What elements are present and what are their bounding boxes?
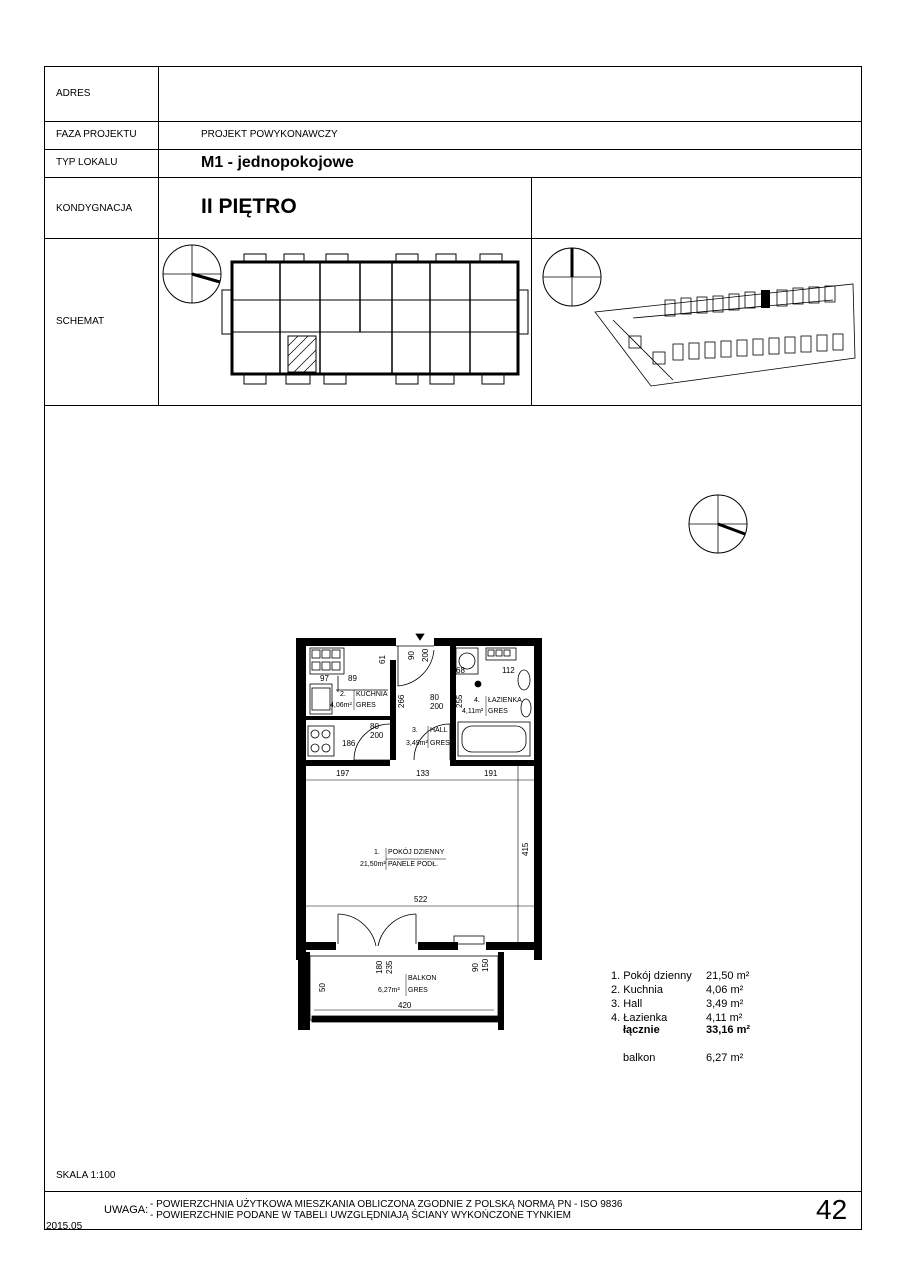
highlighted-unit [288, 336, 316, 372]
svg-text:6,27m²: 6,27m² [378, 987, 400, 994]
svg-text:ŁAZIENKA: ŁAZIENKA [488, 697, 522, 704]
dim-label: 235 [385, 960, 394, 974]
dim-label: 266 [397, 694, 406, 708]
dim-label: 68 [456, 666, 465, 675]
room-label-balkon [378, 974, 436, 996]
svg-text:1.: 1. [374, 849, 380, 856]
dim-label: 150 [481, 958, 490, 972]
address-label: ADRES [56, 88, 91, 99]
floor-label: KONDYGNACJA [56, 203, 133, 214]
dim-label: 50 [318, 983, 327, 992]
legend-item-label: 1. Pokój dzienny [611, 970, 692, 982]
svg-text:3,49m²: 3,49m² [406, 740, 428, 747]
compass-icon [543, 248, 601, 306]
svg-text:4,06m²: 4,06m² [330, 702, 352, 709]
svg-text:GRES: GRES [430, 740, 450, 747]
dim-label: 191 [484, 769, 498, 778]
svg-text:GRES: GRES [408, 987, 428, 994]
room-label-lazienka [462, 696, 522, 716]
schema-label: SCHEMAT [56, 316, 105, 327]
legend-total-label: łącznie [623, 1024, 660, 1036]
svg-text:BALKON: BALKON [408, 975, 437, 982]
dim-label: 90 [471, 963, 480, 972]
svg-text:21,50m²: 21,50m² [360, 861, 386, 868]
dim-label: 61 [378, 655, 387, 664]
site-plan [533, 240, 860, 404]
dim-label: 415 [521, 842, 530, 856]
svg-text:HALL: HALL [430, 727, 448, 734]
svg-text:KUCHNIA: KUCHNIA [356, 691, 388, 698]
legend-item-label: 4. Łazienka [611, 1012, 668, 1024]
compass-icon [686, 492, 750, 556]
dim-label: 420 [398, 1001, 412, 1010]
room-labels [330, 690, 522, 996]
dim-label: 90 [407, 651, 416, 660]
unit-type-value: M1 - jednopokojowe [201, 154, 354, 171]
legend-balcony-value: 6,27 m² [706, 1052, 744, 1064]
legend-item-value: 21,50 m² [706, 970, 750, 982]
dim-label: 80 [370, 722, 379, 731]
phase-label: FAZA PROJEKTU [56, 129, 137, 140]
dim-label: 522 [414, 895, 428, 904]
legend-item-value: 4,06 m² [706, 984, 744, 996]
compass-icon [163, 245, 221, 303]
floor-key-plan [160, 240, 530, 404]
dim-label: 186 [342, 739, 356, 748]
row-divider [44, 121, 862, 122]
dim-label: 200 [370, 731, 384, 740]
floor-value: II PIĘTRO [201, 195, 297, 218]
dim-label: 180 [375, 960, 384, 974]
svg-text:4,11m²: 4,11m² [462, 708, 484, 715]
legend-item-label: 2. Kuchnia [611, 984, 663, 996]
legend-item-value: 4,11 m² [706, 1012, 743, 1024]
note-line-2: - POWIERZCHNIE PODANE W TABELI UWZGLĘDNIAJĄ ŚCIANY WYKOŃCZONE TYNKIEM [150, 1210, 571, 1221]
legend-total-value: 33,16 m² [706, 1024, 751, 1036]
scale-label: SKALA 1:100 [56, 1170, 116, 1181]
legend-balcony-label: balkon [623, 1052, 656, 1064]
dim-label: 80 [430, 693, 439, 702]
highlighted-building [761, 290, 770, 308]
dim-label: 197 [336, 769, 350, 778]
row-divider [44, 1191, 862, 1192]
page-number: 42 [816, 1194, 848, 1225]
row-divider [44, 177, 862, 178]
note-line-1: - POWIERZCHNIA UŻYTKOWA MIESZKANIA OBLICZONA ZGODNIE Z POLSKĄ NORMĄ PN - ISO 9836 [150, 1199, 623, 1210]
apartment-floor-plan [290, 630, 550, 1030]
svg-text:GRES: GRES [488, 708, 508, 715]
building-outline [222, 254, 528, 384]
note-label: UWAGA: [104, 1204, 149, 1216]
row-divider [44, 405, 862, 406]
svg-text:GRES: GRES [356, 702, 376, 709]
svg-text:3.: 3. [412, 727, 418, 734]
dim-label: 133 [416, 769, 430, 778]
dim-label: 112 [502, 666, 515, 675]
room-label-pokoj [360, 847, 446, 870]
row-divider [44, 149, 862, 150]
col-divider [531, 177, 532, 405]
legend-item-label: 3. Hall [611, 998, 643, 1010]
svg-text:PANELE PODŁ.: PANELE PODŁ. [388, 861, 439, 868]
svg-text:2.: 2. [340, 691, 346, 698]
dim-label: 200 [421, 648, 430, 662]
phase-value: PROJEKT POWYKONAWCZY [201, 129, 338, 140]
row-divider [44, 238, 862, 239]
dim-label: 89 [348, 674, 357, 683]
room-label-hall [406, 726, 450, 748]
svg-text:POKÓJ DZIENNY: POKÓJ DZIENNY [388, 849, 445, 856]
svg-text:4.: 4. [474, 697, 480, 704]
legend-item-value: 3,49 m² [706, 998, 744, 1010]
room-label-kuchnia [330, 690, 388, 710]
unit-type-label: TYP LOKALU [56, 157, 118, 168]
col-divider [158, 66, 159, 405]
date-label: 2015.05 [46, 1221, 83, 1232]
site-buildings [613, 286, 843, 380]
dim-label: 200 [430, 702, 444, 711]
dim-label: 97 [320, 674, 329, 683]
dim-label: 255 [455, 694, 464, 708]
